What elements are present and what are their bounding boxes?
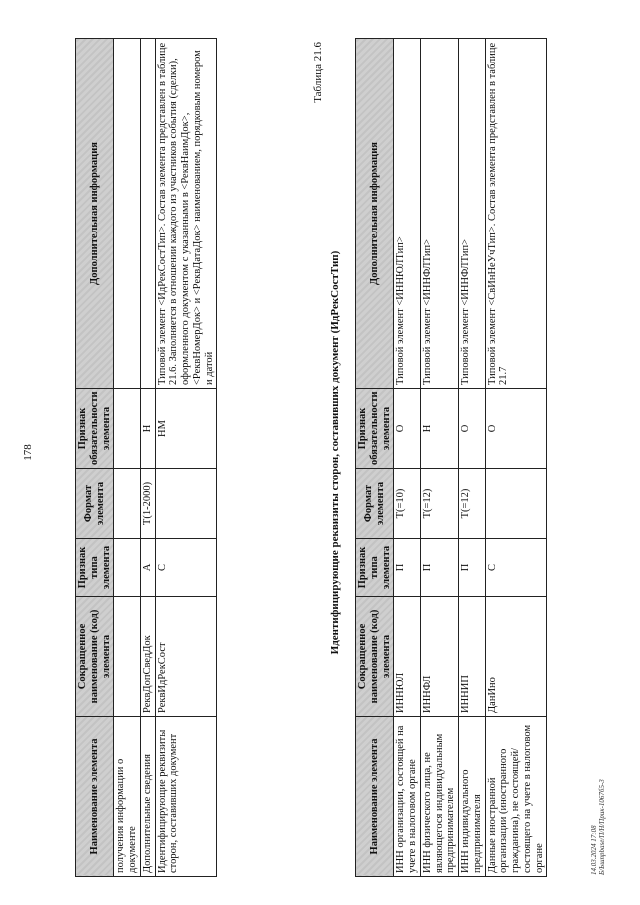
footer-date: 14.03.2024 17:08 (590, 825, 598, 875)
cell-format (114, 469, 141, 539)
cell-info (140, 39, 155, 389)
cell-info: Типовой элемент <СвИнНеУчТип>. Состав элемента представлен в таблице 21.7 (485, 39, 547, 389)
cell-type: А (140, 539, 155, 597)
header-format: Формат элемента (76, 469, 114, 539)
header-info: Дополнительная информация (356, 39, 394, 389)
cell-required: О (394, 389, 421, 469)
cell-required: НМ (155, 389, 217, 469)
cell-code: РеквДопСведДок (140, 597, 155, 717)
header-format: Формат элемента (356, 469, 394, 539)
cell-required: Н (140, 389, 155, 469)
table-continuation (75, 38, 217, 877)
cell-type: С (485, 539, 547, 597)
table-row (485, 39, 547, 877)
table-row (420, 39, 458, 877)
footer-stamp (590, 779, 607, 875)
cell-name: ИНН организации, состоящей на учете в налоговом органе (394, 717, 421, 877)
cell-type: П (394, 539, 421, 597)
header-code: Сокращенное наименование (код) элемента (76, 597, 114, 717)
cell-code (114, 597, 141, 717)
header-name: Наименование элемента (356, 717, 394, 877)
cell-type: П (459, 539, 486, 597)
cell-code: ИННЮЛ (394, 597, 421, 717)
header-code: Сокращенное наименование (код) элемента (356, 597, 394, 717)
table-row (114, 39, 141, 877)
cell-name: Идентифицирующие реквизиты сторон, составивших документ (155, 717, 217, 877)
cell-name: Дополнительные сведения (140, 717, 155, 877)
cell-code: РеквИдРекСост (155, 597, 217, 717)
cell-info (114, 39, 141, 389)
table-title: Идентифицирующие реквизиты сторон, составивших документ (ИдРекСостТип) (329, 250, 341, 655)
cell-required: О (459, 389, 486, 469)
cell-name: ИНН индивидуального предпринимателя (459, 717, 486, 877)
cell-format (155, 469, 217, 539)
table-row (140, 39, 155, 877)
cell-format: Т(=12) (459, 469, 486, 539)
header-required: Признак обязательности элемента (356, 389, 394, 469)
table-header-row (76, 39, 114, 877)
table-row (459, 39, 486, 877)
header-type: Признак типа элемента (76, 539, 114, 597)
cell-format: Т(=12) (420, 469, 458, 539)
cell-type: П (420, 539, 458, 597)
cell-info: Типовой элемент <ИННФЛТип> (459, 39, 486, 389)
header-type: Признак типа элемента (356, 539, 394, 597)
cell-name: Данные иностранной организации (иностранного гражданина), не состоящей/состоящего на учете в налоговом органе (485, 717, 547, 877)
cell-info: Типовой элемент <ИННФЛТип> (420, 39, 458, 389)
table-row (155, 39, 217, 877)
cell-required (114, 389, 141, 469)
cell-format (485, 469, 547, 539)
cell-name: ИНН физического лица, не являющегося индивидуальным предпринимателем (420, 717, 458, 877)
cell-name: получения информации о документе (114, 717, 141, 877)
cell-required: О (485, 389, 547, 469)
header-info: Дополнительная информация (76, 39, 114, 389)
cell-type (114, 539, 141, 597)
cell-required: Н (420, 389, 458, 469)
footer-path: Б/Ьшnpbase/П/Н/Прик-1067б5-3 (598, 779, 607, 875)
header-required: Признак обязательности элемента (76, 389, 114, 469)
cell-code: ИННИП (459, 597, 486, 717)
cell-code: ИННФЛ (420, 597, 458, 717)
cell-info: Типовой элемент <ИННЮЛТип> (394, 39, 421, 389)
cell-info: Типовой элемент <ИдРекСостТип>. Состав элемента представлен в таблице 21.6. Заполняется в отношении каждого из участников события (сделки), оформленного документом с указанными в <РеквНаимДок>, <РеквНомерДок> и <РеквДатаДок> наименованием, порядковым номером и датой (155, 39, 217, 389)
cell-format: Т(=10) (394, 469, 421, 539)
table-21-6 (355, 38, 547, 877)
table-row (394, 39, 421, 877)
cell-type: С (155, 539, 217, 597)
header-name: Наименование элемента (76, 717, 114, 877)
page-number: 178 (22, 444, 34, 461)
table-header-row (356, 39, 394, 877)
table-caption: Таблица 21.6 (312, 42, 324, 103)
cell-format: Т(1-2000) (140, 469, 155, 539)
cell-code: ДанИно (485, 597, 547, 717)
